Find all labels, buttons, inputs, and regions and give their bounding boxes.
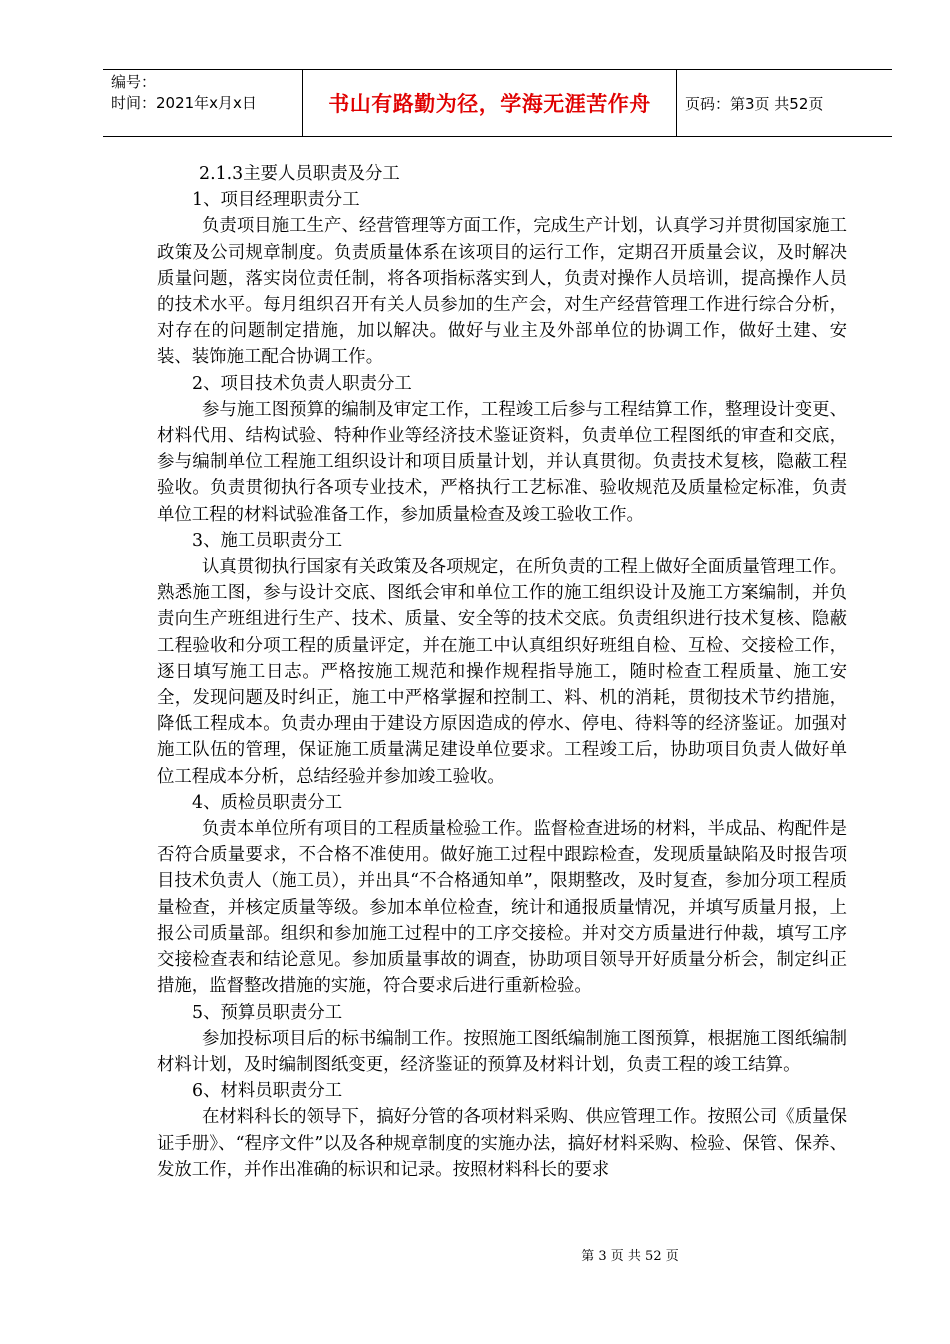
section-heading: 5、预算员职责分工 xyxy=(192,1002,343,1023)
section-paragraph: 参与施工图预算的编制及审定工作，工程竣工后参与工程结算工作，整理设计变更、材料代用、结构试验、特种作业等经济技术鉴证资料，负责单位工程图纸的审查和交底，参与编制单位工程施工组织设计和项目质量计划，并认真贯彻。负责技术复核，隐蔽工程验收。负责贯彻执行各项专业技术，严格执行工艺标准、验收规范及质量检定标准，负责单位工程的材料试验准备工作，参加质量检查及竣工验收工作。 xyxy=(157,399,847,525)
section-heading: 4、质检员职责分工 xyxy=(192,792,343,813)
section-paragraph: 认真贯彻执行国家有关政策及各项规定，在所负责的工程上做好全面质量管理工作。熟悉施工图，参与设计交底、图纸会审和单位工作的施工组织设计及施工方案编制，并负责向生产班组进行生产、技术、质量、安全等的技术交底。负责组织进行技术复核、隐蔽工程验收和分项工程的质量评定，并在施工中认真组织好班组自检、互检、交接检工作，逐日填写施工日志。严格按施工规范和操作规程指导施工，随时检查工程质量、施工安全，发现问题及时纠正，施工中严格掌握和控制工、料、机的消耗，贯彻技术节约措施，降低工程成本。负责办理由于建设方原因造成的停水、停电、待料等的经济鉴证。加强对施工队伍的管理，保证施工质量满足建设单位要求。工程竣工后，协助项目负责人做好单位工程成本分析，总结经验并参加竣工验收。 xyxy=(157,557,847,787)
section-paragraph: 在材料科长的领导下，搞好分管的各项材料采购、供应管理工作。按照公司《质量保证手册》、“程序文件”以及各种规章制度的实施办法，搞好材料采购、检验、保管、保养、发放工作，并作出准确的标识和记录。按照材料科长的要求 xyxy=(157,1107,847,1180)
section-paragraph: 参加投标项目后的标书编制工作。按照施工图纸编制施工图预算，根据施工图纸编制材料计划，及时编制图纸变更，经济鉴证的预算及材料计划，负责工程的竣工结算。 xyxy=(157,1028,847,1075)
document-body xyxy=(157,161,847,1183)
section-title: 2.1.3主要人员职责及分工 xyxy=(199,164,400,184)
section-heading: 2、项目技术负责人职责分工 xyxy=(192,373,412,394)
header-motto: 书山有路勤为径，学海无涯苦作舟 xyxy=(303,70,677,136)
section-paragraph: 负责项目施工生产、经营管理等方面工作，完成生产计划，认真学习并贯彻国家施工政策及公司规章制度。负责质量体系在该项目的运行工作，定期召开质量会议，及时解决质量问题，落实岗位责任制，将各项指标落实到人，负责对操作人员培训，提高操作人员的技术水平。每月组织召开有关人员参加的生产会，对生产经营管理工作进行综合分析，对存在的问题制定措施，加以解决。做好与业主及外部单位的协调工作，做好土建、安装、装饰施工配合协调工作。 xyxy=(157,216,847,368)
header-page-info: 页码：第3页 共52页 xyxy=(685,94,824,113)
header-meta xyxy=(103,70,303,136)
date-line: 时间：2021年x月x日 xyxy=(111,94,257,112)
section-heading: 1、项目经理职责分工 xyxy=(192,190,360,211)
doc-number-label: 编号： xyxy=(111,73,157,91)
page-header xyxy=(103,69,892,137)
section-heading: 6、材料员职责分工 xyxy=(192,1081,343,1102)
section-heading: 3、施工员职责分工 xyxy=(192,530,343,551)
page-footer: 第 3 页 共 52 页 xyxy=(581,1249,679,1264)
section-paragraph: 负责本单位所有项目的工程质量检验工作。监督检查进场的材料，半成品、构配件是否符合质量要求，不合格不准使用。做好施工过程中跟踪检查，发现质量缺陷及时报告项目技术负责人（施工员），并出具“不合格通知单”，限期整改，及时复查，参加分项工程质量检查，并核定质量等级。参加本单位检查，统计和通报质量情况，并填写质量月报，上报公司质量部。组织和参加施工过程中的工序交接检。并对交方质量进行仲裁，填写工序交接检查表和结论意见。参加质量事故的调查，协助项目领导开好质量分析会，制定纠正措施，监督整改措施的实施，符合要求后进行重新检验。 xyxy=(157,819,847,997)
